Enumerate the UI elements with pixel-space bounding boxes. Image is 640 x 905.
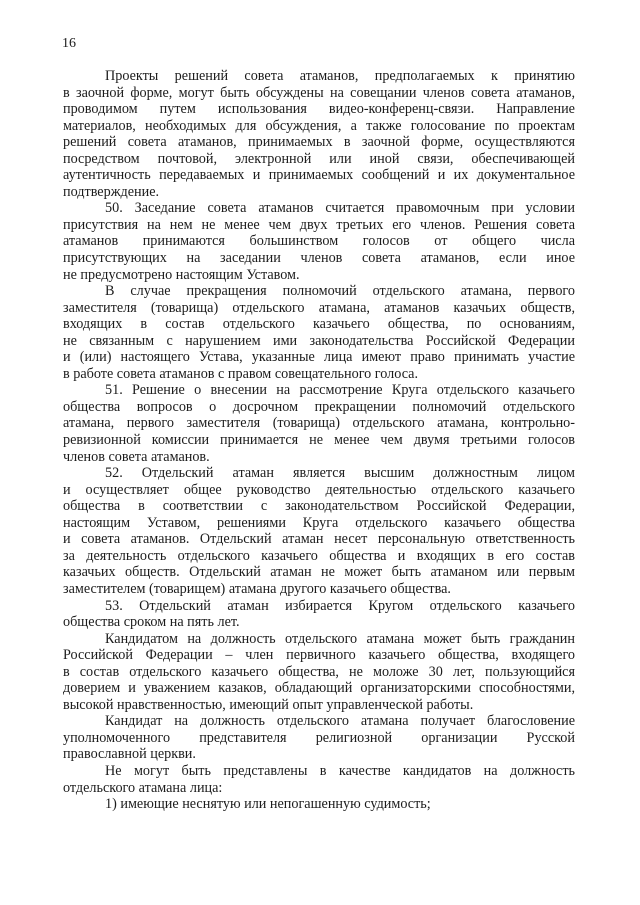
text-line: и совета атаманов. Отдельский атаман несет персональную ответственность <box>63 531 575 548</box>
text-line: Проекты решений совета атаманов, предполагаемых к принятию <box>105 68 575 84</box>
text-line: 51. Решение о внесении на рассмотрение Круга отдельского казачьего <box>105 382 575 399</box>
text-line: 1) имеющие неснятую или непогашенную судимость; <box>105 796 431 813</box>
text-line: доверием и уважением казаков, обладающий организаторскими способностями, <box>63 680 575 697</box>
text-line: заместителем (товарищем) атамана другого казачьего общества. <box>63 580 451 597</box>
document-body <box>63 68 575 813</box>
text-line: 53. Отдельский атаман избирается Кругом отдельского казачьего <box>105 597 575 614</box>
text-line: атамана, первого заместителя (товарища) отдельского атамана, контрольно- <box>63 415 575 432</box>
text-line: в состав отдельского казачьего общества, не моложе 30 лет, пользующийся <box>63 663 575 680</box>
text-line: входящих в состав отдельского казачьего общества, по основаниям, <box>63 316 575 333</box>
text-line: Кандидат на должность отдельского атамана получает благословение <box>105 713 575 730</box>
text-line: отдельского атамана лица: <box>63 779 223 796</box>
text-line: настоящим Уставом, решениями Круга отдельского казачьего общества <box>63 514 575 531</box>
text-line: ревизионной комиссии принимается не менее чем двумя третьими голосов <box>63 432 575 449</box>
text-line: присутствующих на заседании членов совета атаманов, если иное <box>63 250 575 267</box>
text-line: членов совета атаманов. <box>63 448 210 465</box>
text-line: заместителя (товарища) отдельского атамана, атаманов казачьих обществ, <box>63 299 575 316</box>
text-line: казачьих обществ. Отдельский атаман не может быть атаманом или первым <box>63 564 575 581</box>
text-line: 50. Заседание совета атаманов считается правомочным при условии <box>105 200 575 217</box>
text-line: решений совета атаманов, принимаемых в заочной форме, осуществляются <box>63 134 575 151</box>
text-line: общества сроком на пять лет. <box>63 614 240 631</box>
text-line: атаманов принимаются большинством голосов от общего числа <box>63 233 575 250</box>
text-line: и осуществляет общее руководство деятельностью отдельского казачьего <box>63 481 575 498</box>
text-line: общества в соответствии с законодательством Российской Федерации, <box>63 498 575 515</box>
text-line: присутствия на нем не менее чем двух третьих его членов. Решения совета <box>63 216 575 233</box>
text-line: материалов, необходимых для обсуждения, а также голосование по проектам <box>63 117 575 134</box>
text-line: в работе совета атаманов с правом совещательного голоса. <box>63 365 419 382</box>
text-line: и (или) настоящего Устава, указанные лица имеют право принимать участие <box>63 349 575 366</box>
text-line: Кандидатом на должность отдельского атамана может быть гражданин <box>105 630 575 647</box>
text-line: высокой нравственностью, имеющий опыт управленческой работы. <box>63 696 474 713</box>
text-line: за деятельность отдельского казачьего общества и входящих в его состав <box>63 547 575 564</box>
text-line: православной церкви. <box>63 746 196 763</box>
text-line: аутентичность передаваемых и принимаемых сообщений и их документальное <box>63 167 575 184</box>
text-line: проводимом путем использования видео-конференц-связи. Направление <box>63 101 575 118</box>
page-number: 16 <box>62 36 76 51</box>
text-line: уполномоченного представителя религиозной организации Русской <box>63 729 575 746</box>
text-line: Российской Федерации – член первичного казачьего общества, входящего <box>63 647 575 664</box>
text-line: общества вопросов о досрочном прекращении полномочий отдельского <box>63 398 575 415</box>
text-line: В случае прекращения полномочий отдельского атамана, первого <box>105 283 575 300</box>
text-line: Не могут быть представлены в качестве кандидатов на должность <box>105 762 575 779</box>
text-line: подтверждение. <box>63 183 160 200</box>
text-line: не предусмотрено настоящим Уставом. <box>63 266 300 283</box>
text-line: не связанным с нарушением ими законодательства Российской Федерации <box>63 332 575 349</box>
text-line: посредством почтовой, электронной или иной связи, обеспечивающей <box>63 150 575 167</box>
text-line: в заочной форме, могут быть обсуждены на совещании членов совета атаманов, <box>63 84 575 101</box>
text-line: 52. Отдельский атаман является высшим должностным лицом <box>105 465 575 482</box>
